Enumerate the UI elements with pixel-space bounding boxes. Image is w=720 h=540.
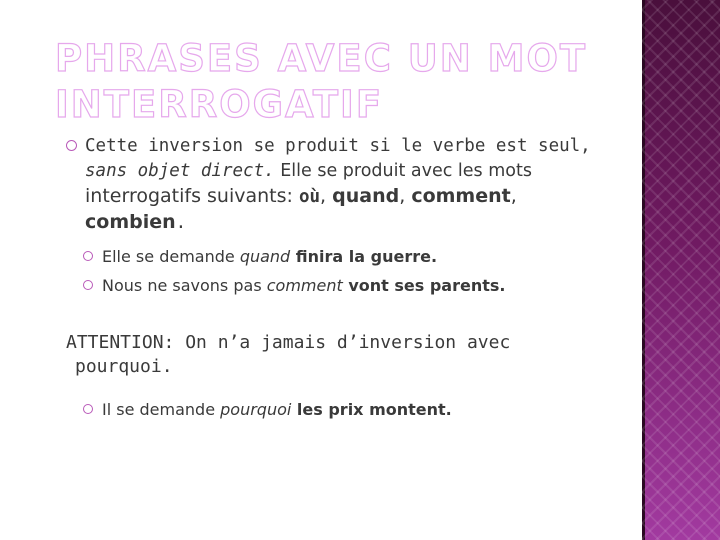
bullet-pre: Il se demande (102, 400, 221, 419)
sub-bullet-list (66, 242, 626, 300)
bullet-pre: Nous ne savons pas (102, 276, 267, 295)
slide-title (55, 36, 615, 128)
word-ou: où (298, 187, 321, 207)
main-line-2-rest: Elle se produit avec les mots (274, 161, 532, 181)
bullet-italic: quand (239, 247, 291, 266)
title-line-2: INTERROGATIF (55, 83, 384, 126)
decorative-side-bar (642, 0, 720, 540)
bullet-circle-icon (66, 140, 77, 151)
attention-line-1: ATTENTION: On n’a jamais d’inversion avec (66, 332, 511, 353)
bullet-italic: pourquoi (220, 400, 292, 419)
main-line-1: Cette inversion se produit si le verbe est seul, (85, 136, 591, 156)
main-line-3-text: interrogatifs suivants: (85, 185, 299, 207)
bullet-circle-icon (83, 280, 93, 290)
bullet-circle-icon (83, 404, 93, 414)
title-line-1: PHRASES AVEC UN MOT (55, 37, 588, 80)
sep-1: , (320, 185, 333, 207)
bullet-pre: Elle se demande (102, 247, 240, 266)
bullet-italic: comment (266, 276, 343, 295)
bullet-bold: les prix montent. (291, 400, 452, 419)
list-item (66, 395, 452, 424)
word-combien: combien (85, 211, 176, 233)
bullet-bold: vont ses parents. (342, 276, 506, 295)
sep-2: , (399, 185, 412, 207)
main-end: . (175, 213, 187, 233)
bullet-circle-icon (83, 251, 93, 261)
word-comment: comment (411, 185, 511, 207)
italic-phrase: sans objet direct. (85, 161, 275, 181)
slide-body (66, 134, 626, 300)
sub-bullet-list (66, 395, 452, 424)
main-bullet (66, 134, 626, 236)
attention-line-2: pourquoi. (75, 356, 173, 377)
attention-note (66, 331, 606, 379)
bullet-bold: finira la guerre. (290, 247, 438, 266)
word-quand: quand (332, 185, 400, 207)
list-item (66, 242, 626, 271)
list-item (66, 271, 626, 300)
main-line-4 (85, 210, 626, 236)
main-line-3 (85, 184, 626, 210)
main-line-2 (85, 159, 626, 184)
sep-3: , (510, 185, 517, 207)
